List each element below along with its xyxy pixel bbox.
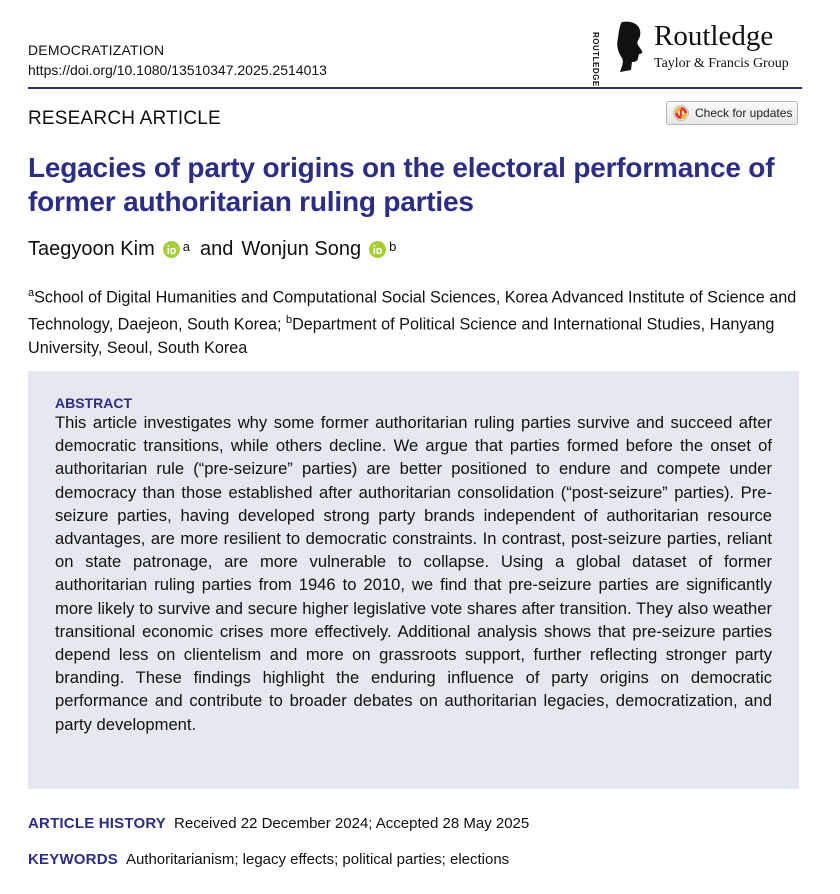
author-conjunction: and: [199, 238, 234, 260]
publisher-vertical-text: ROUTLEDGE: [591, 32, 600, 87]
author-affiliation-mark: a: [182, 239, 190, 254]
routledge-head-icon: [606, 18, 650, 78]
publisher-subname: Taylor & Francis Group: [654, 56, 789, 71]
doi-link[interactable]: https://doi.org/10.1080/13510347.2025.2514013: [28, 62, 327, 78]
article-history-label: ARTICLE HISTORY: [28, 815, 167, 832]
orcid-icon[interactable]: [369, 241, 386, 258]
author-name[interactable]: Wonjun Song: [241, 238, 362, 260]
affiliation-b: Department of Political Science and International Studies, Hanyang University, Seoul, South Korea: [28, 315, 775, 357]
article-history: [28, 815, 529, 832]
author-list: [28, 238, 396, 261]
article-title: Legacies of party origins on the electoral performance of former authoritarian ruling parties: [28, 152, 775, 217]
check-for-updates-button[interactable]: [666, 101, 798, 125]
publisher-logo[interactable]: [591, 18, 816, 87]
publisher-name: Routledge: [654, 20, 774, 52]
orcid-icon[interactable]: [163, 241, 180, 258]
journal-name: DEMOCRATIZATION: [28, 42, 165, 58]
author-name[interactable]: Taegyoon Kim: [28, 238, 155, 260]
abstract-text: This article investigates why some former authoritarian ruling parties survive and succeed after democratic transitions, while others decline. We argue that parties formed before the onset of authoritarian rule (“pre-seizure” parties) are better positioned to endure and compete under democracy than those established after authoritarian consolidation (“post-seizure” parties). Pre-seizure parties, having developed strong party brands independent of authoritarian resource advantages, are more resilient to democratic constraints. In contrast, post-seizure parties, reliant on state patronage, are more vulnerable to collapse. Using a global dataset of former authoritarian ruling parties from 1946 to 2010, we find that pre-seizure parties are significantly more likely to survive and secure higher legislative vote shares after transition. They also weather transitional economic crises more effectively. Additional analysis shows that pre-seizure parties depend less on clientelism and more on grassroots support, further reflecting stronger party branding. These findings highlight the enduring influence of party origins on democratic performance and contribute to broader debates on authoritarian legacies, democratization, and party development.: [55, 413, 772, 734]
affiliation-mark: b: [285, 314, 293, 327]
article-history-text: Received 22 December 2024; Accepted 28 May 2025: [174, 815, 530, 832]
article-type: RESEARCH ARTICLE: [28, 108, 221, 129]
keywords-label: KEYWORDS: [28, 851, 118, 868]
abstract-label: ABSTRACT: [55, 395, 132, 411]
keywords-text: Authoritarianism; legacy effects; political parties; elections: [125, 851, 510, 868]
abstract-box: [28, 371, 799, 789]
affiliation-a: School of Digital Humanities and Computational Social Sciences, Korea Advanced Institute of Science and Technology, Daejeon, South Korea;: [28, 288, 797, 334]
crossmark-icon: [673, 105, 689, 121]
journal-header: [28, 40, 327, 80]
affiliation-mark: a: [28, 287, 35, 299]
header-divider: [28, 87, 802, 89]
author-affiliation-mark: b: [389, 239, 397, 254]
keywords: [28, 851, 509, 868]
affiliations: [28, 282, 808, 360]
check-for-updates-label: Check for updates: [695, 106, 793, 120]
